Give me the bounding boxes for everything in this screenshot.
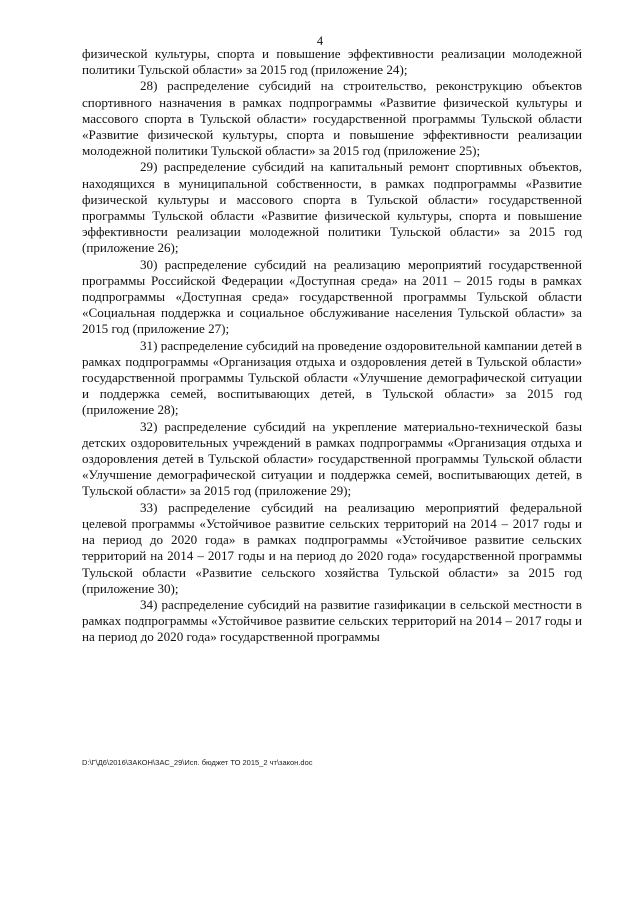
paragraph-item-30: 30) распределение субсидий на реализацию мероприятий государственной программы Российской Федерации «Доступная среда» на 2011 – 2015 годы в рамках подпрограммы «Доступная среда» государственной программы Тульской области «Социальная поддержка и социальное обслуживание населения Тульской области» за 2015 год (приложение 27); — [82, 256, 582, 337]
page-number: 4 — [316, 34, 324, 48]
document-body — [82, 46, 582, 646]
footer-file-path: D:\Г\Д6\2016\ЗАКОН\ЗАС_29\Исп. бюджет ТО 2015_2 чт\закон.doc — [82, 758, 313, 767]
paragraph-item-28: 28) распределение субсидий на строительство, реконструкцию объектов спортивного назначения в рамках подпрограммы «Развитие физической культуры и массового спорта в Тульской области» государственной программы Тульской области «Развитие физической культуры, спорта и повышение эффективности реализации молодежной политики Тульской области» за 2015 год (приложение 25); — [82, 78, 582, 159]
paragraph-item-34: 34) распределение субсидий на развитие газификации в сельской местности в рамках подпрограммы «Устойчивое развитие сельских территорий на 2014 – 2017 годы и на период до 2020 года» государственной программы — [82, 596, 582, 645]
paragraph-item-29: 29) распределение субсидий на капитальный ремонт спортивных объектов, находящихся в муниципальной собственности, в рамках подпрограммы «Развитие физической культуры и массового спорта в Тульской области» государственной программы Тульской области «Развитие физической культуры, спорта и повышение эффективности реализации молодежной политики Тульской области» за 2015 год (приложение 26); — [82, 159, 582, 256]
paragraph-item-33: 33) распределение субсидий на реализацию мероприятий федеральной целевой программы «Устойчивое развитие сельских территорий на 2014 – 2017 годы и на период до 2020 года» в рамках подпрограммы «Устойчивое развитие сельских территорий на 2014 – 2017 годы и на период до 2020 года» государственной программы Тульской области «Развитие сельского хозяйства Тульской области» за 2015 год (приложение 30); — [82, 499, 582, 596]
paragraph-item-32: 32) распределение субсидий на укрепление материально-технической базы детских оздоровительных учреждений в рамках подпрограммы «Организация отдыха и оздоровления детей в Тульской области» государственной программы Тульской области «Улучшение демографической ситуации и поддержка семей, воспитывающих детей, в Тульской области» за 2015 год (приложение 29); — [82, 418, 582, 499]
paragraph-item-31: 31) распределение субсидий на проведение оздоровительной кампании детей в рамках подпрограммы «Организация отдыха и оздоровления детей в Тульской области» государственной программы Тульской области «Улучшение демографической ситуации и поддержка семей, воспитывающих детей, в Тульской области» за 2015 год (приложение 28); — [82, 337, 582, 418]
paragraph-continuation-24: физической культуры, спорта и повышение эффективности реализации молодежной политики Тульской области» за 2015 год (приложение 24); — [82, 46, 582, 78]
